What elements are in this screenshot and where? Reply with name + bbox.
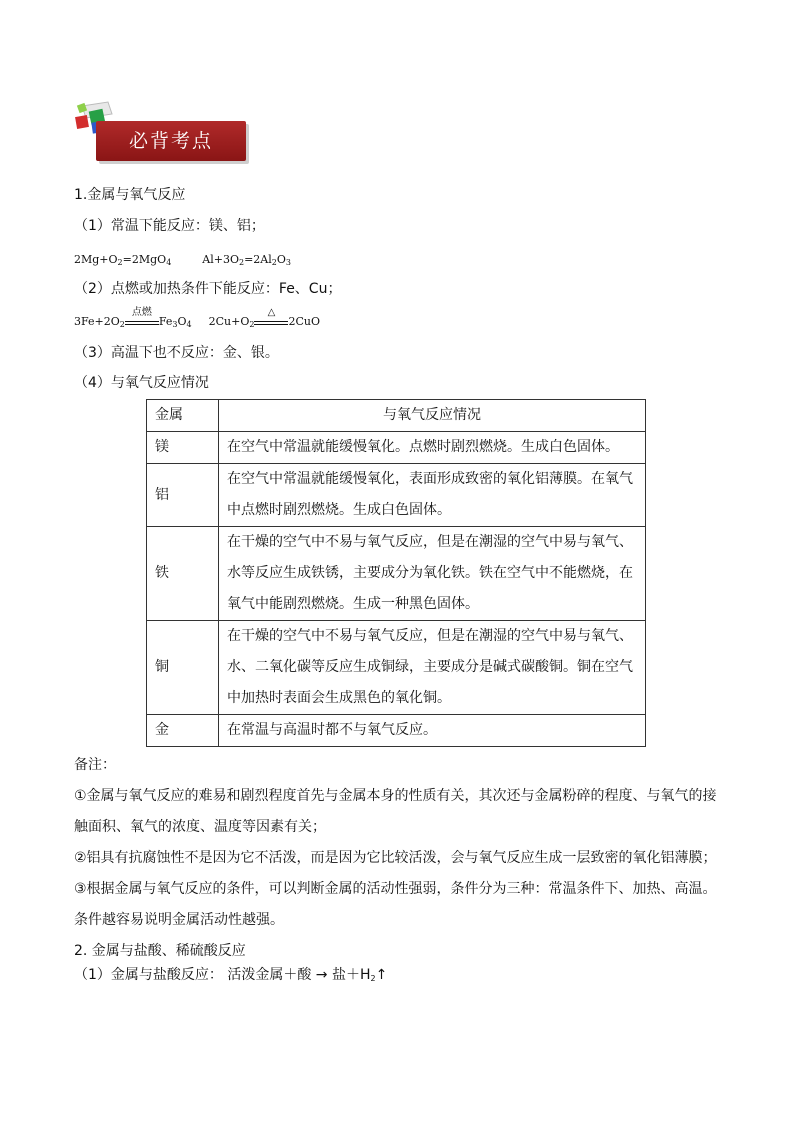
section2-item1: （1）金属与盐酸反应： 活泼金属＋酸 → 盐$+H_2↑$ xyxy=(74,967,388,983)
note-1-line1: ①金属与氧气反应的难易和剧烈程度首先与金属本身的性质有关，其次还与金属粉碎的程度、与氧气的接 xyxy=(74,788,717,804)
table-cell-desc: 在空气中常温就能缓慢氧化，表面形成致密的氧化铝薄膜。在氧气中点燃时剧烈燃烧。生成白色固体。 xyxy=(219,464,646,527)
table-row xyxy=(147,464,646,527)
table-cell-metal: 铜 xyxy=(147,621,219,715)
header-banner xyxy=(96,121,246,161)
table-header-reaction: 与氧气反应情况 xyxy=(219,400,646,432)
equation-fe-cu: $3Fe+2O_2$ 点燃 $Fe_3O_4$ $2Cu+O_2$ △ 2CuO xyxy=(74,307,320,329)
table-cell-desc: 在空气中常温就能缓慢氧化。点燃时剧烈燃烧。生成白色固体。 xyxy=(219,432,646,464)
table-row xyxy=(147,715,646,747)
section1-item3: （3）高温下也不反应：金、银。 xyxy=(74,345,279,361)
table-cell-metal: 镁 xyxy=(147,432,219,464)
header-title: 必背考点 xyxy=(128,130,213,152)
section1-item2: （2）点燃或加热条件下能反应：Fe、Cu； xyxy=(74,281,342,297)
table-cell-metal: 铝 xyxy=(147,464,219,527)
section1-item4: （4）与氧气反应情况 xyxy=(74,375,209,391)
table-cell-desc: 在常温与高温时都不与氧气反应。 xyxy=(219,715,646,747)
section1-item1: （1）常温下能反应：镁、铝； xyxy=(74,218,265,234)
section1-title: 1.金属与氧气反应 xyxy=(74,187,186,203)
note-3-line2: 条件越容易说明金属活动性越强。 xyxy=(74,912,284,928)
oxygen-reaction-table xyxy=(146,399,646,747)
table-cell-metal: 金 xyxy=(147,715,219,747)
equation-mg-al: $2Mg+O_2=2MgO_4$ $Al+3O_2=2Al_2O_3$ xyxy=(74,253,291,267)
table-row xyxy=(147,527,646,621)
notes-label: 备注： xyxy=(74,757,116,773)
note-2: ②铝具有抗腐蚀性不是因为它不活泼，而是因为它比较活泼，会与氧气反应生成一层致密的氧化铝薄膜； xyxy=(74,850,717,866)
table-cell-desc: 在干燥的空气中不易与氧气反应，但是在潮湿的空气中易与氧气、水等反应生成铁锈，主要成分为氧化铁。铁在空气中不能燃烧，在氧气中能剧烈燃烧。生成一种黑色固体。 xyxy=(219,527,646,621)
table-header-metal: 金属 xyxy=(147,400,219,432)
table-row xyxy=(147,432,646,464)
section2-title: 2. 金属与盐酸、稀硫酸反应 xyxy=(74,943,246,959)
table-header-row xyxy=(147,400,646,432)
note-3-line1: ③根据金属与氧气反应的条件，可以判断金属的活动性强弱，条件分为三种：常温条件下、加热、高温。 xyxy=(74,881,717,897)
table-cell-desc: 在干燥的空气中不易与氧气反应，但是在潮湿的空气中易与氧气、水、二氧化碳等反应生成铜绿，主要成分是碱式碳酸铜。铜在空气中加热时表面会生成黑色的氧化铜。 xyxy=(219,621,646,715)
note-1-line2: 触面积、氧气的浓度、温度等因素有关； xyxy=(74,819,326,835)
table-row xyxy=(147,621,646,715)
table-cell-metal: 铁 xyxy=(147,527,219,621)
